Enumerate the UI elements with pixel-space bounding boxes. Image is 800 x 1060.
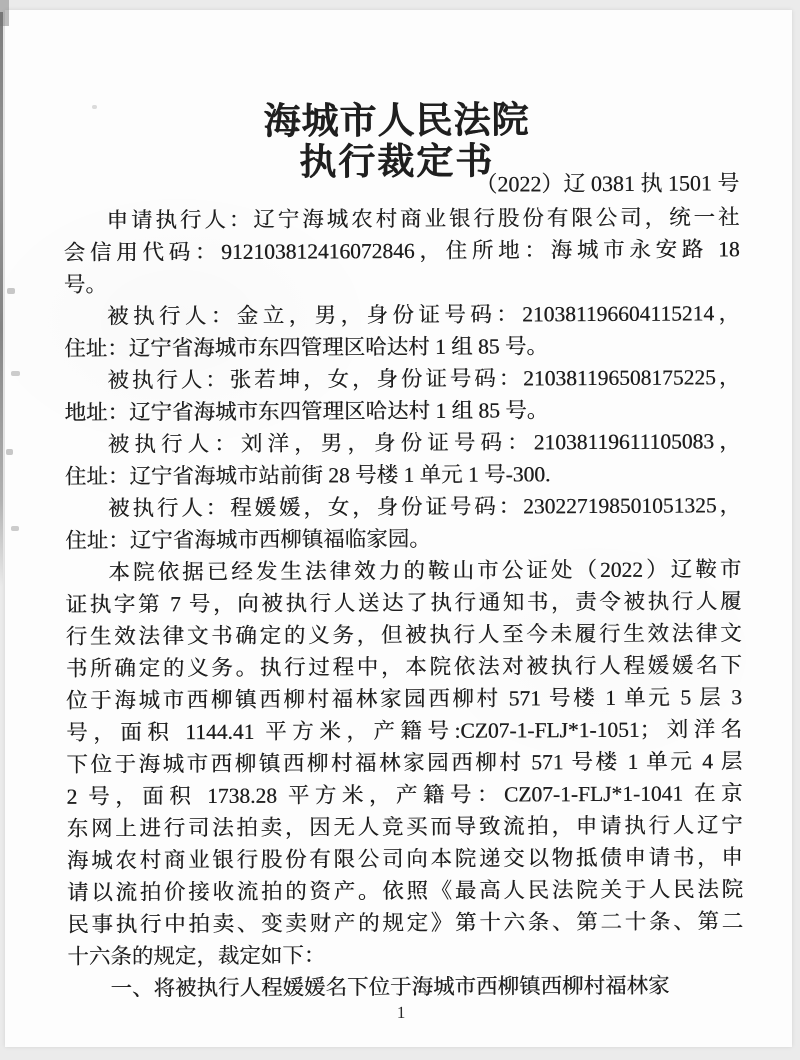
document-line: 本院依据已经发生法律效力的鞍山市公证处（2022）辽鞍市 <box>108 557 742 585</box>
document-content <box>2 8 794 1049</box>
scan-corner-artifact <box>0 0 9 26</box>
document-title: 执行裁定书 <box>299 141 495 184</box>
document-line: 住址：辽宁省海城市站前街 28 号楼 1 单元 1 号-300. <box>64 462 551 489</box>
page-number: 1 <box>396 1003 406 1023</box>
document-line: 号。 <box>63 272 107 297</box>
document-line: 位于海城市西柳镇西柳村福林家园西柳村 571 号楼 1 单元 5 层 3 <box>65 685 743 713</box>
document-line: 请以流拍价接收流拍的资产。依照《最高人民法院关于人民法院 <box>66 877 744 905</box>
document-line: 被执行人：刘洋，男，身份证号码：21038119611105083， <box>107 429 741 457</box>
document-line: 十六条的规定，裁定如下： <box>67 943 326 969</box>
document-line: 号，面积 1144.41 平方米，产籍号:CZ07-1-FLJ*1-1051；刘洋名 <box>66 717 743 745</box>
scan-speck-artifact <box>6 449 13 455</box>
scan-edge-artifact <box>0 12 3 587</box>
scan-speck-artifact <box>7 288 15 294</box>
document-line: 地址：辽宁省海城市东四管理区哈达村 1 组 85 号。 <box>64 398 549 425</box>
scan-speck-artifact <box>11 371 20 376</box>
document-line: 申请执行人：辽宁海城农村商业银行股份有限公司，统一社 <box>106 205 740 233</box>
court-name: 海城市人民法院 <box>263 100 530 143</box>
document-line: 2 号，面积 1738.28 平方米，产籍号：CZ07-1-FLJ*1-1041 在京 <box>66 781 743 809</box>
document-line: 民事执行中拍卖、变卖财产的规定》第十六条、第二十条、第二 <box>67 909 744 937</box>
case-number: （2022）辽 0381 执 1501 号 <box>475 170 740 197</box>
document-line: 会信用代码：912103812416072846，住所地：海城市永安路 18 <box>63 237 740 265</box>
document-line: 被执行人：张若坤，女，身份证号码：210381196508175225， <box>107 365 741 393</box>
document-line: 行生效法律文书确定的义务，但被执行人至今未履行生效法律文 <box>65 621 742 649</box>
document-line: 海城农村商业银行股份有限公司向本院递交以物抵债申请书，申 <box>66 845 743 873</box>
document-line: 被执行人：程媛媛，女，身份证号码：230227198501051325， <box>107 493 742 521</box>
scan-speck-artifact <box>11 526 19 531</box>
document-page <box>5 10 792 1047</box>
document-line: 住址：辽宁省海城市东四管理区哈达村 1 组 85 号。 <box>64 334 548 361</box>
document-line: 一、将被执行人程媛媛名下位于海城市西柳镇西柳村福林家 <box>110 973 670 1001</box>
document-line: 下位于海城市西柳镇西柳村福林家园西柳村 571 号楼 1 单元 4 层 <box>66 749 743 777</box>
document-body <box>63 201 743 1005</box>
document-line: 东网上进行司法拍卖，因无人竞买而导致流拍，申请执行人辽宁 <box>66 813 743 841</box>
document-line: 住址：辽宁省海城市西柳镇福临家园。 <box>65 526 431 553</box>
document-line: 书所确定的义务。执行过程中，本院依法对被执行人程媛媛名下 <box>65 653 742 681</box>
document-line: 被执行人：金立，男，身份证号码：210381196604115214， <box>106 301 741 329</box>
scan-speck-artifact <box>92 105 97 109</box>
document-line: 证执字第 7 号，向被执行人送达了执行通知书，责令被执行人履 <box>65 589 742 617</box>
